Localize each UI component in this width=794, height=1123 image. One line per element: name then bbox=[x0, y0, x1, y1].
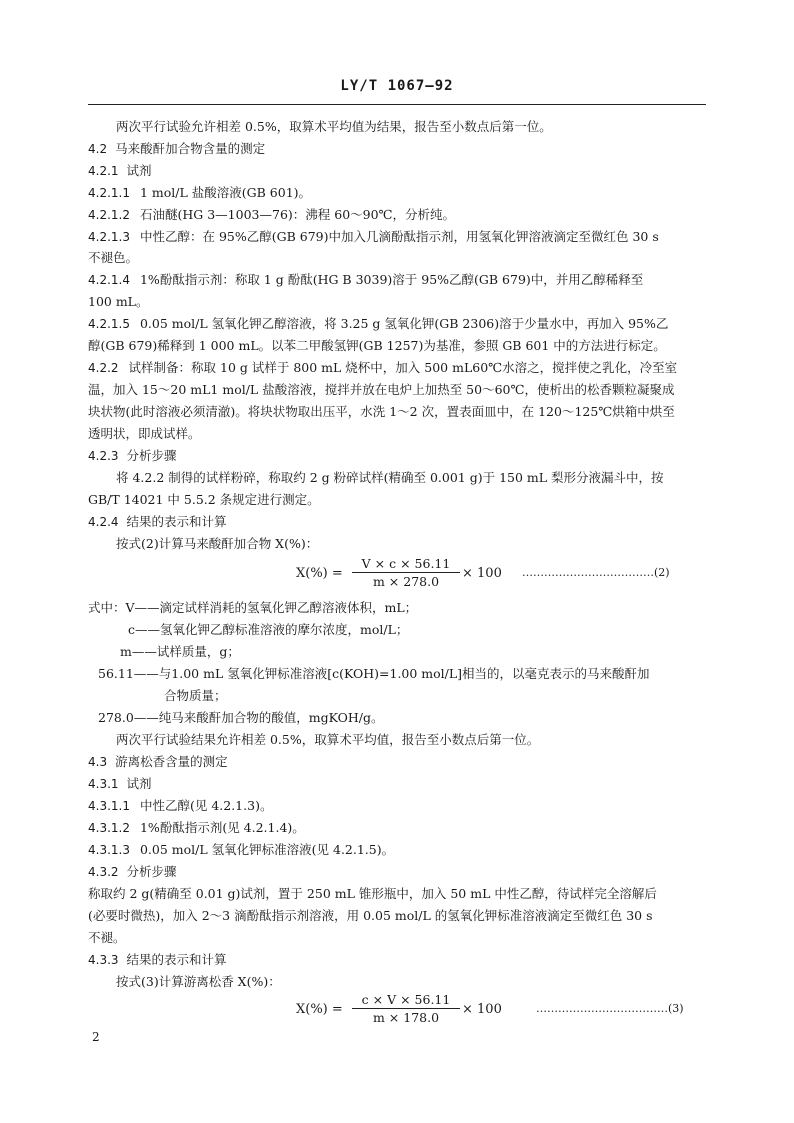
formula-fraction bbox=[352, 992, 460, 1025]
formula-tag: ………………………………(2) bbox=[522, 566, 670, 579]
formula-numerator: V × c × 56.11 bbox=[352, 556, 460, 573]
text-line: 4.2.1.1 1 mol/L 盐酸溶液(GB 601)。 bbox=[88, 185, 312, 200]
text-line: 醇(GB 679)稀释到 1 000 mL。以苯二甲酸氢钾(GB 1257)为基准，参照 GB 601 中的方法进行标定。 bbox=[88, 338, 666, 353]
formula-lhs: X(%) = bbox=[296, 566, 343, 581]
section-heading: 4.3.2 分析步骤 bbox=[88, 864, 177, 879]
definition-row: c——氢氧化钾乙醇标准溶液的摩尔浓度，mol/L； bbox=[128, 622, 409, 637]
definition-row: m——试样质量，g； bbox=[120, 644, 240, 659]
formula-multiplier: × 100 bbox=[462, 566, 502, 581]
text-line: 4.2.1.2 石油醚(HG 3—1003—76)：沸程 60～90℃，分析纯。 bbox=[88, 207, 456, 222]
text-line: GB/T 14021 中 5.5.2 条规定进行测定。 bbox=[88, 492, 320, 507]
text-line: 4.3.1.1 中性乙醇(见 4.2.1.3)。 bbox=[88, 798, 273, 813]
page-number: 2 bbox=[92, 1030, 100, 1044]
text-line: 4.3.1.2 1%酚酞指示剂(见 4.2.1.4)。 bbox=[88, 820, 305, 835]
text-line: 100 mL。 bbox=[88, 294, 149, 309]
text-line: 两次平行试验结果允许相差 0.5%，取算术平均值，报告至小数点后第一位。 bbox=[116, 732, 540, 747]
section-heading: 4.2.1 试剂 bbox=[88, 163, 152, 178]
section-heading: 4.3 游离松香含量的测定 bbox=[88, 754, 228, 769]
document-header: LY/T 1067—92 bbox=[340, 78, 454, 94]
text-line: 不褪色。 bbox=[88, 250, 139, 265]
section-heading: 4.2.3 分析步骤 bbox=[88, 448, 177, 463]
definition-row: 278.0——纯马来酸酐加合物的酸值，mgKOH/g。 bbox=[98, 710, 384, 725]
definition-row: 式中：V——滴定试样消耗的氢氧化钾乙醇溶液体积，mL； bbox=[88, 600, 418, 615]
formula-denominator: m × 278.0 bbox=[372, 574, 440, 589]
text-line: 4.2.1.4 1%酚酞指示剂：称取 1 g 酚酞(HG B 3039)溶于 95%乙醇(GB 679)中，并用乙醇稀释至 bbox=[88, 272, 644, 287]
section-heading: 4.3.3 结果的表示和计算 bbox=[88, 952, 227, 967]
formula-lhs: X(%) = bbox=[296, 1002, 343, 1017]
definition-row: 合物质量； bbox=[164, 688, 227, 703]
formula-multiplier: × 100 bbox=[462, 1002, 502, 1017]
text-line: 4.3.1.3 0.05 mol/L 氢氧化钾标准溶液(见 4.2.1.5)。 bbox=[88, 842, 395, 857]
text-line: 4.2.1.3 中性乙醇：在 95%乙醇(GB 679)中加入几滴酚酞指示剂，用氢氧化钾溶液滴定至微红色 30 s bbox=[88, 229, 659, 244]
text-line: (必要时微热)，加入 2～3 滴酚酞指示剂溶液，用 0.05 mol/L 的氢氧化钾标准溶液滴定至微红色 30 s bbox=[88, 908, 653, 923]
section-heading: 4.2 马来酸酐加合物含量的测定 bbox=[88, 141, 266, 156]
text-line: 4.2.1.5 0.05 mol/L 氢氧化钾乙醇溶液，将 3.25 g 氢氧化钾(GB 2306)溶于少量水中，再加入 95%乙 bbox=[88, 316, 669, 331]
text-line: 不褪。 bbox=[88, 930, 126, 945]
text-line: 按式(3)计算游离松香 X(%)： bbox=[116, 974, 281, 989]
text-line: 透明状，即成试样。 bbox=[88, 426, 201, 441]
text-line: 将 4.2.2 制得的试样粉碎，称取约 2 g 粉碎试样(精确至 0.001 g)于 150 mL 梨形分液漏斗中，按 bbox=[116, 470, 664, 485]
definition-row: 56.11——与1.00 mL 氢氧化钾标准溶液[c(KOH)=1.00 mol/L]相当的，以毫克表示的马来酸酐加 bbox=[98, 666, 650, 681]
section-heading: 4.3.1 试剂 bbox=[88, 776, 152, 791]
section-heading: 4.2.4 结果的表示和计算 bbox=[88, 514, 227, 529]
formula-fraction bbox=[352, 556, 460, 589]
formula-numerator: c × V × 56.11 bbox=[352, 992, 460, 1009]
text-line: 4.2.2 试样制备：称取 10 g 试样于 800 mL 烧杯中，加入 500 mL60℃水溶之，搅拌使之乳化，冷至室 bbox=[88, 360, 678, 375]
text-line: 块状物(此时溶液必须清澈)。将块状物取出压平，水洗 1～2 次，置表面皿中，在 120～125℃烘箱中烘至 bbox=[88, 404, 675, 419]
text-line: 按式(2)计算马来酸酐加合物 X(%)： bbox=[116, 536, 319, 551]
header-rule bbox=[88, 104, 706, 105]
formula-tag: ………………………………(3) bbox=[536, 1002, 684, 1015]
text-line: 温，加入 15～20 mL1 mol/L 盐酸溶液，搅拌并放在电炉上加热至 50～60℃，使析出的松香颗粒凝聚成 bbox=[88, 382, 675, 397]
formula-denominator: m × 178.0 bbox=[372, 1010, 440, 1025]
text-line: 称取约 2 g(精确至 0.01 g)试剂，置于 250 mL 锥形瓶中，加入 50 mL 中性乙醇，待试样完全溶解后 bbox=[88, 886, 657, 901]
text-line: 两次平行试验允许相差 0.5%，取算术平均值为结果，报告至小数点后第一位。 bbox=[116, 119, 552, 134]
